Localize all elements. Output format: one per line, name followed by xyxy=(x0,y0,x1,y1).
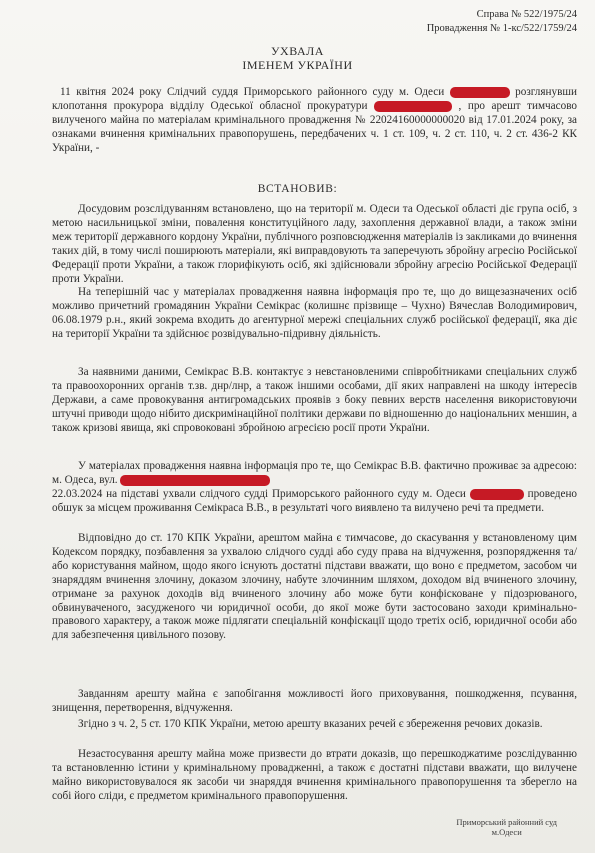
paragraph-6: Завданням арешту майна є запобігання можливості його приховування, пошкодження, псування, знищення, перетворення, відчуження. xyxy=(52,688,577,714)
intro-part-3: , про арешт тимчасово вилученого майна по матеріалам кримінального провадження № 22024160000000020 від 17.01.2024 року, за ознаками вчинення кримінальних правопорушень, передбачених ч. 1 ст. 109, ч. 2 ст. 110, ч. 2 ст. 436-2 КК України, - xyxy=(52,99,577,154)
paragraph-7: Згідно з ч. 2, 5 ст. 170 КПК України, метою арешту вказаних речей є збереження речових доказів. xyxy=(78,718,543,730)
paragraph-3: За наявними даними, Семікрас В.В. контактує з невстановленими співробітниками спеціальних служб та правоохоронних органів т.зв. днр/лнр, а також іншими особами, дії яких направлені на шкоду інтересів Держави, а саме провокування антигромадських проявів з боку певних верств населення використовуючи штучні приводи щодо нібито дискримінаційної політики держави по відношенню до національних меншин, а також кризові явища, які спровоковані збройною агресією росії проти України. xyxy=(52,366,577,434)
intro-part-2: розглянувши клопотання прокурора відділу Одеської обласної прокуратури xyxy=(52,86,577,112)
intro-part-1: 11 квітня 2024 року Слідчий суддя Приморського районного суду м. Одеси xyxy=(60,86,445,98)
paragraph-4-part-a: У матеріалах провадження наявна інформація про те, що Семікрас В.В. фактично проживає за адресою: м. Одеса, вул. xyxy=(52,460,577,486)
case-header xyxy=(427,8,577,36)
proceeding-number: Провадження № 1-кс/522/1759/24 xyxy=(426,23,577,34)
paragraph-2: На теперішній час у матеріалах провадження наявна інформація про те, що до вищезазначених осіб можливо причетний громадянин України Семікрас (колишнє прізвище – Чухно) Вячеслав Володимирович, 06.08.1979 р.н., який зокрема входить до агентурної мережі спеціальних служб російської федерації, яка діє на території України та здійснює розвідувально-підривну діяльність. xyxy=(52,286,577,340)
paragraph-4 xyxy=(52,460,577,516)
redaction-mark xyxy=(450,87,510,98)
section-heading: ВСТАНОВИВ: xyxy=(257,183,338,195)
case-number: Справа № 522/1975/24 xyxy=(476,9,577,20)
paragraph-8: Незастосування арешту майна може призвести до втрати доказів, що перешкоджатиме розслідуванню та встановленню істини у кримінальному провадженні, а також є достатні підстави вважати, що вилучене майно використовувалося як засоби чи знаряддя вчинення кримінального правопорушення та зберегло на собі його сліди, є предметом кримінального правопорушення. xyxy=(52,748,577,802)
redaction-mark xyxy=(470,489,524,500)
document-title: УХВАЛА xyxy=(271,44,324,58)
stamp-court-name: Приморський районний суд xyxy=(456,817,557,827)
redaction-mark xyxy=(374,101,452,112)
court-stamp xyxy=(456,817,557,837)
paragraph-1: Досудовим розслідуванням встановлено, що на території м. Одеси та Одеської області діє група осіб, з метою насильницької зміни, повалення конституційного ладу, захоплення державної влади, а також зміни меж території державного кордону України, публічного розповсюдження матеріалів із закликами до вчинення таких дій, в тому числі поширюють матеріали, які виправдовують та заперечують збройну агресію Російської Федерації проти України, а також глорифікують осіб, які здійснювали збройну агресію Російської Федерації проти України. xyxy=(52,203,577,285)
document-subtitle: ІМЕНЕМ УКРАЇНИ xyxy=(242,58,353,72)
paragraph-4-part-c: проведено обшук за місцем проживання Семікраса В.В., в результаті чого виявлено та вилучено речі та предмети. xyxy=(52,487,578,514)
paragraph-5: Відповідно до ст. 170 КПК України, арештом майна є тимчасове, до скасування у встановленому цим Кодексом порядку, позбавлення за ухвалою слідчого судді або суду права на відчуження, розпорядження та/або користування майном, щодо якого існують достатні підстави вважати, що воно є предметом, засобом чи знаряддям вчинення злочину, доказом злочину, набуте злочинним шляхом, доходом від вчиненого злочину, отримане за рахунок доходів від вчиненого злочину або може бути конфісковане у підозрюваного, обвинуваченого, засудженого чи юридичної особи, до якої може бути застосовано заходи кримінально-правового характеру, а також може підлягати спеціальній конфіскації щодо третіх осіб, юридичної особи або для забезпечення цивільного позову. xyxy=(52,532,577,642)
intro-paragraph xyxy=(52,86,577,156)
stamp-city: м.Одеси xyxy=(491,827,522,837)
redaction-mark xyxy=(120,475,270,486)
paragraph-4-part-b: 22.03.2024 на підставі ухвали слідчого судді Приморського районного суду м. Одеси xyxy=(52,487,466,500)
